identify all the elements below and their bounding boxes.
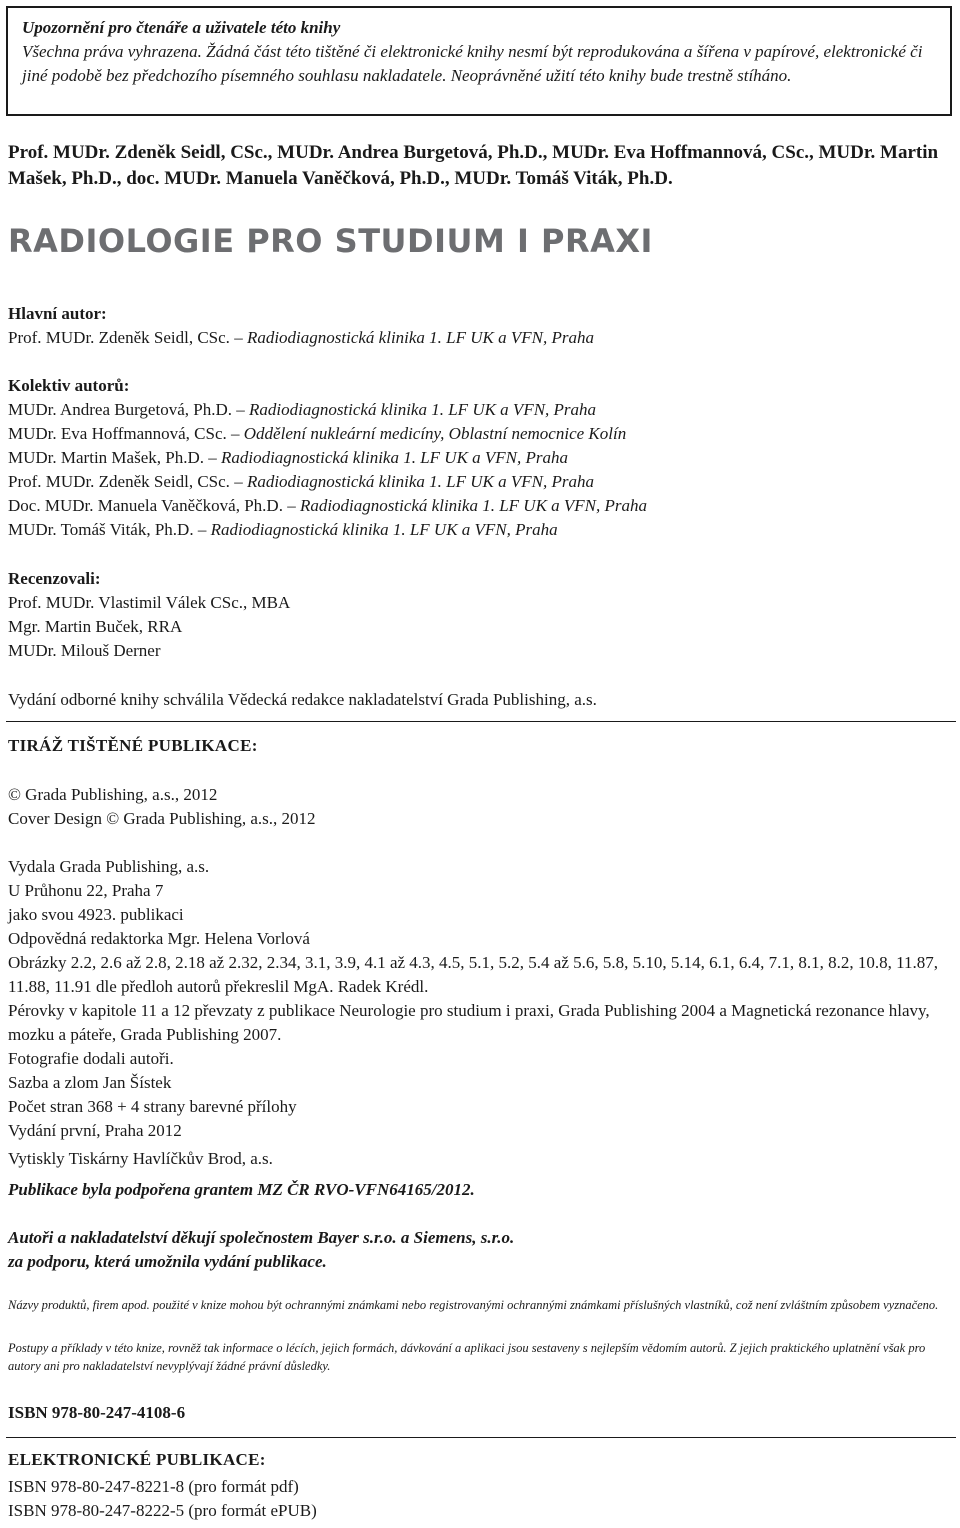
reviewer-name: MUDr. Milouš Derner	[8, 641, 161, 660]
collective-member	[8, 398, 954, 422]
member-name: MUDr. Eva Hoffmannová, CSc.	[8, 424, 232, 443]
publisher: Vydala Grada Publishing, a.s.	[8, 857, 210, 876]
collective-member	[8, 446, 954, 470]
member-affiliation: – Radiodiagnostická klinika 1. LF UK a VFN, Praha	[234, 472, 594, 491]
authors-line: Prof. MUDr. Zdeněk Seidl, CSc., MUDr. Andrea Burgetová, Ph.D., MUDr. Eva Hoffmannová, CSc., MUDr. Martin Mašek, Ph.D., doc. MUDr. Manuela Vaněčková, Ph.D., MUDr. Tomáš Viták, Ph.D.	[8, 142, 939, 189]
publisher-address: U Průhonu 22, Praha 7	[8, 881, 164, 900]
reviewers-heading: Recenzovali:	[8, 569, 101, 588]
page-count: Počet stran 368 + 4 strany barevné přílohy	[8, 1097, 297, 1116]
electronic-heading: ELEKTRONICKÉ PUBLIKACE:	[8, 1450, 266, 1469]
publication-details	[8, 855, 954, 1171]
collective-member	[8, 422, 954, 446]
collective-member	[8, 518, 954, 542]
imprint-heading: TIRÁŽ TIŠTĚNÉ PUBLIKACE:	[8, 736, 258, 755]
member-affiliation: – Radiodiagnostická klinika 1. LF UK a VFN, Praha	[208, 448, 569, 467]
collective-section	[8, 374, 954, 542]
publication-number: jako svou 4923. publikaci	[8, 905, 184, 924]
member-name: MUDr. Tomáš Viták, Ph.D.	[8, 520, 198, 539]
isbn-print: ISBN 978-80-247-4108-6	[8, 1403, 186, 1422]
approval-note: Vydání odborné knihy schválila Vědecká redakce nakladatelství Grada Publishing, a.s.	[8, 690, 597, 709]
collective-heading: Kolektiv autorů:	[8, 376, 130, 395]
main-author-entry	[8, 326, 954, 350]
member-affiliation: – Radiodiagnostická klinika 1. LF UK a VFN, Praha	[236, 400, 597, 419]
thanks-note	[8, 1226, 514, 1274]
member-name: MUDr. Andrea Burgetová, Ph.D.	[8, 400, 237, 419]
copyright-line: © Grada Publishing, a.s., 2012	[8, 785, 218, 804]
drawings-credit: Pérovky v kapitole 11 a 12 převzaty z publikace Neurologie pro studium i praxi, Grada Publishing 2004 a Magnetická rezonance hlavy, mozku a páteře, Grada Publishing 2007.	[8, 1001, 930, 1044]
copyright-lines	[8, 783, 316, 831]
rights-notice-box	[6, 6, 952, 116]
collective-member	[8, 470, 954, 494]
editor: Odpovědná redaktorka Mgr. Helena Vorlová	[8, 929, 310, 948]
thanks-line: za podporu, která umožnila vydání publikace.	[8, 1252, 327, 1271]
member-affiliation: – Radiodiagnostická klinika 1. LF UK a VFN, Praha	[287, 496, 648, 515]
member-name: Doc. MUDr. Manuela Vaněčková, Ph.D.	[8, 496, 288, 515]
electronic-isbns	[8, 1475, 317, 1523]
photos-credit: Fotografie dodali autoři.	[8, 1049, 174, 1068]
reviewers-section	[8, 567, 954, 663]
isbn-epub: ISBN 978-80-247-8222-5 (pro formát ePUB)	[8, 1501, 317, 1520]
reviewer-name: Mgr. Martin Buček, RRA	[8, 617, 183, 636]
illustrations-credit: Obrázky 2.2, 2.6 až 2.8, 2.18 až 2.32, 2.34, 3.1, 3.9, 4.1 až 4.3, 4.5, 5.1, 5.2, 5.4 až 5.6, 5.8, 5.10, 5.14, 6.1, 6.4, 7.1, 8.1, 8.2, 10.8, 11.87, 11.88, 11.91 dle předloh autorů překreslil MgA. Radek Krédl.	[8, 953, 939, 996]
trademark-note: Názvy produktů, firem apod. použité v knize mohou být ochrannými známkami nebo registrovanými ochrannými známkami příslušných vlastníků, což není zvláštním způsobem vyznačeno.	[8, 1298, 939, 1312]
collective-member	[8, 494, 954, 518]
main-author-name: Prof. MUDr. Zdeněk Seidl, CSc.	[8, 328, 235, 347]
procedure-note: Postupy a příklady v této knize, rovněž tak informace o lécích, jejich formách, dávkování a aplikaci jsou sestaveny s nejlepším vědomím autorů. Z jejich praktického uplatnění však pro autory ani pro nakladatelství nevyplývají žádné právní důsledky.	[8, 1341, 926, 1373]
rights-notice-text: Všechna práva vyhrazena. Žádná část této tištěné či elektronické knihy nesmí být reprodukována a šířena v papírové, elektronické či jiné podobě bez předchozího písemného souhlasu nakladatele. Neoprávněné užití této knihy bude trestně stíháno.	[22, 42, 923, 85]
reviewer-name: Prof. MUDr. Vlastimil Válek CSc., MBA	[8, 593, 291, 612]
edition: Vydání první, Praha 2012	[8, 1121, 182, 1140]
member-name: Prof. MUDr. Zdeněk Seidl, CSc.	[8, 472, 235, 491]
main-author-affiliation: – Radiodiagnostická klinika 1. LF UK a VFN, Praha	[234, 328, 594, 347]
divider-line	[6, 1437, 956, 1438]
isbn-pdf: ISBN 978-80-247-8221-8 (pro formát pdf)	[8, 1477, 299, 1496]
rights-notice-title: Upozornění pro čtenáře a uživatele této knihy	[22, 18, 341, 37]
copyright-line: Cover Design © Grada Publishing, a.s., 2012	[8, 809, 316, 828]
member-affiliation: – Oddělení nukleární medicíny, Oblastní nemocnice Kolín	[231, 424, 627, 443]
book-title: RADIOLOGIE PRO STUDIUM I PRAXI	[8, 222, 653, 260]
typesetting-credit: Sazba a zlom Jan Šístek	[8, 1073, 172, 1092]
member-name: MUDr. Martin Mašek, Ph.D.	[8, 448, 209, 467]
divider-line	[6, 721, 956, 722]
main-author-section	[8, 302, 954, 350]
main-author-heading: Hlavní autor:	[8, 304, 107, 323]
printer: Vytiskly Tiskárny Havlíčkův Brod, a.s.	[8, 1149, 273, 1168]
member-affiliation: – Radiodiagnostická klinika 1. LF UK a VFN, Praha	[197, 520, 558, 539]
thanks-line: Autoři a nakladatelství děkují společnostem Bayer s.r.o. a Siemens, s.r.o.	[8, 1228, 515, 1247]
grant-note: Publikace byla podpořena grantem MZ ČR RVO-VFN64165/2012.	[8, 1180, 475, 1199]
